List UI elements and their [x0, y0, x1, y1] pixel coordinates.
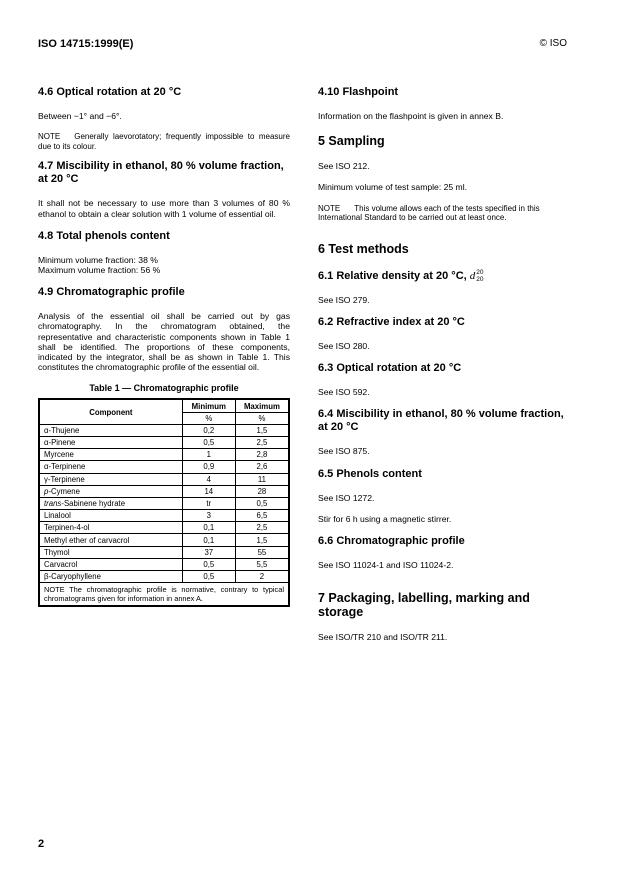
cell-minimum: 4 — [182, 473, 235, 485]
cell-component: p-Cymene — [39, 485, 182, 497]
density-indices — [476, 269, 483, 283]
section-6-3-text: See ISO 592. — [318, 387, 370, 398]
table-row — [39, 522, 289, 534]
cell-minimum: 1 — [182, 449, 235, 461]
density-sub: 20 — [476, 275, 484, 283]
cell-minimum: 37 — [182, 546, 235, 558]
cell-component: Terpinen-4-ol — [39, 522, 182, 534]
note-label: NOTE — [38, 132, 61, 142]
section-4-8-title: 4.8 Total phenols content — [38, 229, 170, 242]
section-4-9-text: Analysis of the essential oil shall be carried out by gas chromatography. In the chromatogram obtained, the representative and characteristic components shown in Table 1 shall be identified. The proportions of these components, indicated by the integrator, shall be as shown in Table 1. This constitutes the chromatographic profile of the essential oil. — [38, 311, 290, 373]
section-6-5-title: 6.5 Phenols content — [318, 467, 422, 480]
cell-maximum: 1,5 — [235, 424, 289, 436]
left-column — [38, 86, 290, 607]
section-7-title: 7 Packaging, labelling, marking and storage — [318, 591, 530, 620]
cell-minimum: 0,5 — [182, 571, 235, 583]
section-4-10-text: Information on the flashpoint is given in annex B. — [318, 111, 504, 121]
cell-minimum: 0,1 — [182, 522, 235, 534]
cell-maximum: 6,5 — [235, 510, 289, 522]
cell-maximum: 2,8 — [235, 449, 289, 461]
note-text: Generally laevorotatory; frequently impossible to measure due to its colour. — [38, 132, 290, 151]
table-row — [39, 461, 289, 473]
cell-maximum: 5,5 — [235, 558, 289, 570]
header-copyright: © ISO — [539, 38, 567, 49]
section-6-5-text2: Stir for 6 h using a magnetic stirrer. — [318, 513, 452, 524]
cell-maximum: 2,5 — [235, 522, 289, 534]
table-row — [39, 473, 289, 485]
cell-component: Carvacrol — [39, 558, 182, 570]
cell-component: α-Terpinene — [39, 461, 182, 473]
cell-component: trans-Sabinene hydrate — [39, 497, 182, 509]
table-row — [39, 436, 289, 448]
table-row — [39, 449, 289, 461]
section-4-6-title: 4.6 Optical rotation at 20 °C — [38, 86, 182, 98]
cell-minimum: 14 — [182, 485, 235, 497]
cell-minimum: 0,2 — [182, 424, 235, 436]
cell-maximum: 2,6 — [235, 461, 289, 473]
table-row — [39, 510, 289, 522]
cell-minimum: 3 — [182, 510, 235, 522]
cell-maximum: 2,5 — [235, 436, 289, 448]
section-4-8-text — [38, 255, 290, 275]
table-row — [39, 485, 289, 497]
cell-component: Methyl ether of carvacrol — [39, 534, 182, 546]
cell-minimum: tr — [182, 497, 235, 509]
section-5-text1: See ISO 212. — [318, 161, 370, 172]
cell-component: γ-Terpinene — [39, 473, 182, 485]
cell-maximum: 0,5 — [235, 497, 289, 509]
section-6-title: 6 Test methods — [318, 241, 409, 256]
section-6-5-text1: See ISO 1272. — [318, 492, 375, 503]
cell-minimum: 0,9 — [182, 461, 235, 473]
relative-density-symbol: d — [469, 269, 476, 282]
header-standard-id: ISO 14715:1999(E) — [38, 38, 134, 50]
table-row — [39, 534, 289, 546]
note-label: NOTE — [318, 203, 341, 213]
chromatographic-profile-table — [38, 398, 290, 607]
section-6-4-title: 6.4 Miscibility in ethanol, 80 % volume fraction, at 20 °C — [318, 408, 564, 434]
min-volume-fraction: Minimum volume fraction: 38 % — [38, 254, 158, 265]
section-4-7-text: It shall not be necessary to use more than 3 volumes of 80 % ethanol to obtain a clear solution with 1 volume of essential oil. — [38, 198, 290, 219]
cell-component: α-Thujene — [39, 424, 182, 436]
section-5-text2: Minimum volume of test sample: 25 ml. — [318, 182, 468, 193]
table-row — [39, 424, 289, 436]
section-6-1-text: See ISO 279. — [318, 294, 370, 305]
page-number: 2 — [38, 838, 45, 850]
cell-component: α-Pinene — [39, 436, 182, 448]
section-6-2-title: 6.2 Refractive index at 20 °C — [318, 316, 465, 328]
cell-maximum: 2 — [235, 571, 289, 583]
table-row — [39, 497, 289, 509]
section-6-6-text: See ISO 11024-1 and ISO 11024-2. — [318, 560, 454, 571]
table-note: NOTE The chromatographic profile is normative, contrary to typical chromatograms given for information in annex A. — [39, 583, 289, 607]
section-4-9-title: 4.9 Chromatographic profile — [38, 286, 185, 299]
col-header-component: Component — [39, 399, 182, 424]
note-text: This volume allows each of the tests specified in this International Standard to be carried out at least once. — [318, 203, 540, 223]
section-6-4-text: See ISO 875. — [318, 446, 370, 457]
section-4-6-note — [38, 132, 290, 151]
col-header-maximum: Maximum — [235, 399, 289, 412]
table-row — [39, 571, 289, 583]
section-6-1-title-text: 6.1 Relative density at 20 °C, — [318, 269, 467, 282]
density-sup: 20 — [476, 268, 484, 276]
cell-minimum: 0,5 — [182, 436, 235, 448]
section-4-7-title: 4.7 Miscibility in ethanol, 80 % volume fraction, at 20 °C — [38, 160, 284, 186]
section-6-3-title: 6.3 Optical rotation at 20 °C — [318, 362, 462, 375]
section-5-note — [318, 204, 572, 223]
section-5-title: 5 Sampling — [318, 134, 385, 149]
table-row — [39, 558, 289, 570]
col-unit-maximum: % — [235, 412, 289, 424]
section-4-6-text: Between −1° and −6°. — [38, 111, 122, 121]
cell-maximum: 55 — [235, 546, 289, 558]
cell-component: Linalool — [39, 510, 182, 522]
max-volume-fraction: Maximum volume fraction: 56 % — [38, 265, 161, 275]
section-4-10-title: 4.10 Flashpoint — [318, 86, 399, 98]
section-6-2-text: See ISO 280. — [318, 341, 370, 351]
table-row — [39, 546, 289, 558]
cell-maximum: 11 — [235, 473, 289, 485]
cell-component: Thymol — [39, 546, 182, 558]
right-column — [318, 86, 572, 653]
section-6-6-title: 6.6 Chromatographic profile — [318, 535, 465, 548]
cell-component: Myrcene — [39, 449, 182, 461]
cell-minimum: 0,1 — [182, 534, 235, 546]
section-7-text: See ISO/TR 210 and ISO/TR 211. — [318, 632, 448, 643]
col-unit-minimum: % — [182, 412, 235, 424]
cell-component: β-Caryophyllene — [39, 571, 182, 583]
section-6-1-title — [318, 269, 572, 283]
cell-maximum: 1,5 — [235, 534, 289, 546]
table-caption: Table 1 — Chromatographic profile — [89, 383, 239, 394]
cell-minimum: 0,5 — [182, 558, 235, 570]
cell-maximum: 28 — [235, 485, 289, 497]
col-header-minimum: Minimum — [182, 399, 235, 412]
